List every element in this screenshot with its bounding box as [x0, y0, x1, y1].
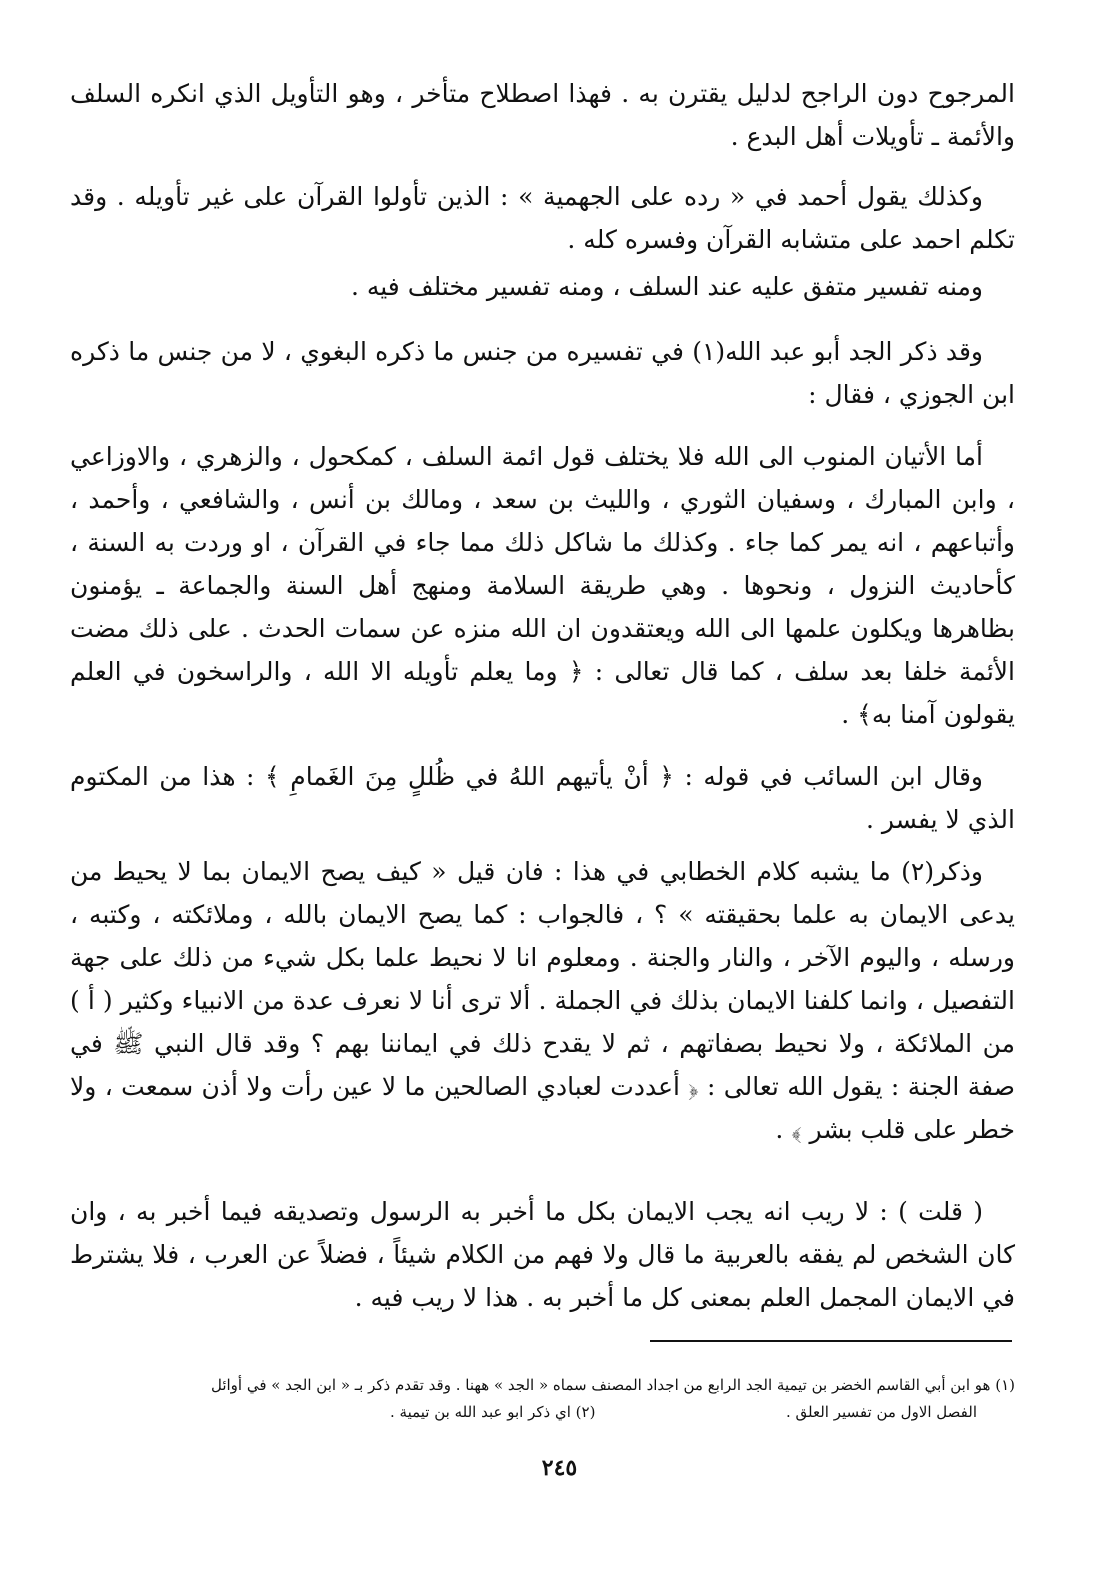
footnote-divider	[650, 1340, 1012, 1342]
paragraph-khattabi	[70, 850, 1015, 1151]
paragraph-ahmad-jahmiyya	[70, 175, 1015, 261]
paragraph-continuation	[70, 72, 1015, 158]
paragraph-text: وقد ذكر الجد أبو عبد الله(١) في تفسيره من جنس ما ذكره البغوي ، لا من جنس ما ذكره ابن الجوزي ، فقال :	[70, 337, 1015, 409]
paragraph-ityan-quote	[70, 435, 1015, 736]
paragraph-text: وكذلك يقول أحمد في « رده على الجهمية » : الذين تأولوا القرآن على غير تأويله . وقد تكلم احمد على متشابه القرآن وفسره كله .	[70, 182, 1015, 254]
paragraph-abu-abdullah	[70, 330, 1015, 416]
paragraph-text: ومنه تفسير متفق عليه عند السلف ، ومنه تفسير مختلف فيه .	[350, 272, 983, 301]
paragraph-tafsir-types	[70, 265, 1015, 308]
paragraph-text: المرجوح دون الراجح لدليل يقترن به . فهذا اصطلاح متأخر ، وهو التأويل الذي انكره السلف والأئمة ـ تأويلات أهل البدع .	[70, 79, 1015, 151]
footnote-2: (٢) اي ذكر ابو عبد الله بن تيمية .	[390, 1403, 596, 1421]
paragraph-ibn-al-saib	[70, 755, 1015, 841]
paragraph-text: أما الأتيان المنوب الى الله فلا يختلف قول ائمة السلف ، كمكحول ، والزهري ، والاوزاعي ، وابن المبارك ، وسفيان الثوري ، والليث بن سعد ، ومالك بن أنس ، والشافعي ، وأحمد ، وأتباعهم ، انه يمر كما جاء . وكذلك ما شاكل ذلك مما جاء في القرآن ، او وردت به السنة ، كأحاديث النزول ، ونحوها . وهي طريقة السلامة ومنهج أهل السنة والجماعة ـ يؤمنون بظاهرها ويكلون علمها الى الله ويعتقدون ان الله منزه عن سمات الحدث . على ذلك مضت الأئمة خلفا بعد سلف ، كما قال تعالى : ﴿ وما يعلم تأويله الا الله ، والراسخون في العلم يقولون آمنا به﴾ .	[70, 442, 1015, 729]
footnote-line-2	[60, 1399, 1015, 1426]
paragraph-text: وقال ابن السائب في قوله : ﴿ أنْ يأتيهم اللهُ في ظُللٍ مِنَ الغَمامِ ﴾ : هذا من المكتوم الذي لا يفسر .	[70, 762, 1015, 834]
footnotes	[60, 1372, 1015, 1426]
paragraph-text: ( قلت ) : لا ريب انه يجب الايمان بكل ما أخبر به الرسول وتصديقه فيما أخبر به ، وان كان الشخص لم يفقه بالعربية ما قال ولا فهم من الكلام شيئاً ، فضلاً عن العرب ، فلا يشترط في الايمان المجمل العلم بمعنى كل ما أخبر به . هذا لا ريب فيه .	[70, 1197, 1015, 1312]
paragraph-text: وذكر(٢) ما يشبه كلام الخطابي في هذا : فان قيل « كيف يصح الايمان بما لا يحيط من يدعى الايمان به علما بحقيقته » ؟ ، فالجواب : كما يصح الايمان بالله ، وملائكته ، وكتبه ، ورسله ، واليوم الآخر ، والنار والجنة . ومعلوم انا لا نحيط علما بكل شيء من ذلك على جهة التفصيل ، وانما كلفنا الايمان بذلك في الجملة . ألا ترى أنا لا نعرف عدة من الانبياء وكثير ( أ ) من الملائكة ، ولا نحيط بصفاتهم ، ثم لا يقدح ذلك في ايماننا بهم ؟ وقد قال النبي ﷺ في صفة الجنة : يقول الله تعالى : ﴿ أعددت لعبادي الصالحين ما لا عين رأت ولا أذن سمعت ، ولا خطر على قلب بشر ﴾ .	[70, 857, 1015, 1144]
footnote-1-continuation: الفصل الاول من تفسير العلق .	[785, 1403, 977, 1421]
paragraph-qultu	[70, 1190, 1015, 1319]
footnote-1: (١) هو ابن أبي القاسم الخضر بن تيمية الجد الرابع من اجداد المصنف سماه « الجد » ههنا . وقد تقدم ذكر بـ « ابن الجد » في أوائل	[210, 1376, 1015, 1394]
page-number: ٢٤٥	[541, 1455, 578, 1481]
